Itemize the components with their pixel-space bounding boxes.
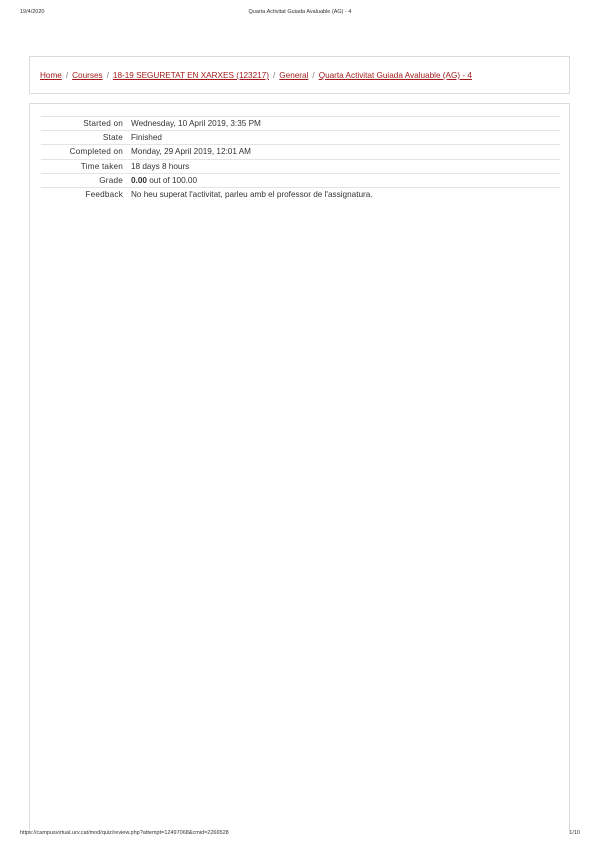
breadcrumb-separator: / — [65, 71, 69, 80]
started-on-value: Wednesday, 10 April 2019, 3:35 PM — [131, 119, 261, 129]
table-row — [41, 173, 560, 187]
breadcrumb-separator: / — [106, 71, 109, 80]
state-value: Finished — [131, 133, 162, 143]
table-row — [41, 187, 560, 201]
breadcrumb-courses-link[interactable]: Courses — [72, 71, 103, 80]
grade-score: 0.00 — [131, 175, 147, 185]
breadcrumb-home-link[interactable]: Home — [40, 71, 62, 80]
grade-suffix: out of 100.00 — [149, 175, 198, 185]
breadcrumb-separator: / — [273, 71, 276, 80]
breadcrumb-separator: / — [312, 71, 315, 80]
attempt-summary-panel — [29, 103, 570, 833]
table-row — [41, 131, 560, 145]
print-title: Quarta Activitat Guiada Avaluable (AG) - 4 — [248, 9, 352, 15]
state-label: State — [102, 133, 123, 143]
table-row — [41, 145, 560, 159]
grade-value — [131, 173, 560, 187]
print-date: 19/4/2020 — [20, 9, 45, 15]
breadcrumb-section-link[interactable]: General — [279, 71, 309, 80]
feedback-label: Feedback — [85, 190, 123, 200]
completed-on-label: Completed on — [69, 147, 123, 157]
print-header — [0, 9, 600, 19]
breadcrumb-activity-link[interactable]: Quarta Activitat Guiada Avaluable (AG) - 4 — [318, 71, 472, 80]
breadcrumb-container — [29, 56, 570, 94]
breadcrumb-course-link[interactable]: 18-19 SEGURETAT EN XARXES (123217) — [112, 71, 269, 80]
attempt-summary-table — [41, 116, 560, 202]
page-number: 1/10 — [569, 830, 580, 836]
grade-label: Grade — [99, 175, 123, 185]
feedback-value: No heu superat l'activitat, parleu amb el professor de l'assignatura. — [131, 190, 373, 200]
print-url: https://campusvirtual.urv.cat/mod/quiz/review.php?attempt=12497068&cmid=2266528 — [20, 830, 229, 836]
completed-on-value: Monday, 29 April 2019, 12:01 AM — [131, 147, 252, 157]
breadcrumb — [40, 71, 472, 80]
time-taken-value: 18 days 8 hours — [131, 161, 190, 171]
table-row — [41, 117, 560, 131]
time-taken-label: Time taken — [80, 161, 123, 171]
started-on-label: Started on — [83, 119, 123, 129]
table-row — [41, 159, 560, 173]
